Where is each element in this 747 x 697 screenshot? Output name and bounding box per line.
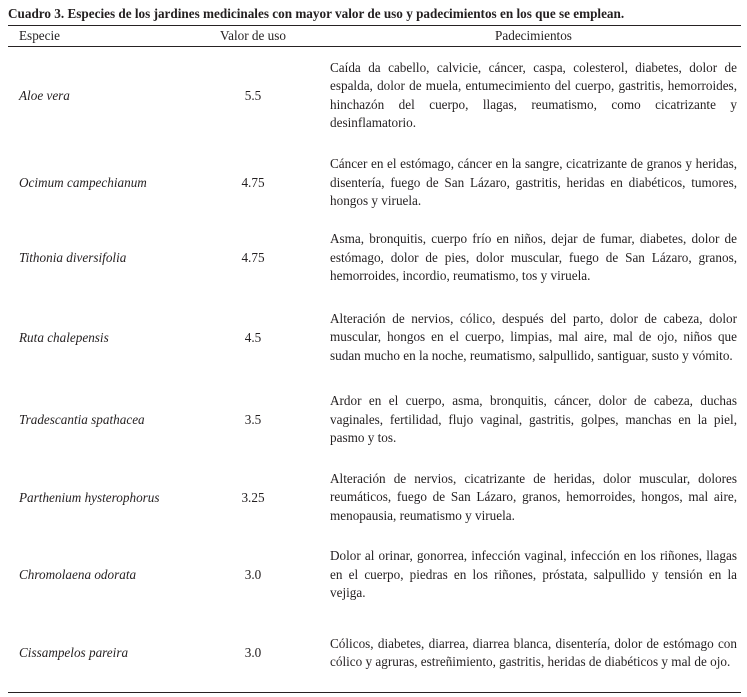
ailments-text: Cólicos, diabetes, diarrea, diarrea blanca, disentería, dolor de estómago con cólico y agruras, estreñimiento, gastritis, heridas de diabéticos y mal de ojo.: [330, 635, 737, 669]
species-name: Cissampelos pareira: [19, 645, 129, 660]
ailments-text: Caída da cabello, calvicie, cáncer, caspa, colesterol, diabetes, dolor de espalda, dolor de muela, entumecimiento del cuerpo, gastritis, hemorroides, hinchazón del cuerpo, llagas, reumatismo, como cicatrizante y desinflamatorio.: [330, 59, 737, 130]
table-row: [8, 144, 741, 222]
ailments-cell: [318, 614, 741, 692]
species-name: Tithonia diversifolia: [19, 250, 127, 265]
table-row: [8, 614, 741, 692]
species-name: Parthenium hysterophorus: [19, 489, 160, 505]
species-name: Chromolaena odorata: [19, 567, 137, 582]
ailments-text: Cáncer en el estómago, cáncer en la sangre, cicatrizante de granos y heridas, disentería, fuego de San Lázaro, gastritis, heridas en diabéticos, tumores, hongos y viruela.: [330, 156, 737, 209]
ailments-cell: [318, 459, 741, 536]
table-row: [8, 381, 741, 459]
species-name: Aloe vera: [19, 87, 70, 103]
use-value: 3.0: [244, 645, 262, 660]
table-row: [8, 536, 741, 614]
ailments-text: Ardor en el cuerpo, asma, bronquitis, cáncer, dolor de cabeza, duchas vaginales, fertilidad, flujo vaginal, gastritis, golpes, manchas en la piel, pasmo y tos.: [330, 393, 737, 446]
column-header-especie: Especie: [19, 28, 61, 43]
table-row: [8, 294, 741, 381]
species-name: Ruta chalepensis: [19, 329, 109, 345]
ailments-cell: [318, 294, 741, 381]
ailments-cell: [318, 144, 741, 222]
ailments-text: Alteración de nervios, cólico, después del parto, dolor de cabeza, dolor muscular, hongos en el cuerpo, limpias, mal aire, mal de ojo, niños que sudan mucho en la noche, reumatismo, salpullido, santiguar, susto y vómito.: [330, 310, 737, 363]
column-header-valor-de-uso: Valor de uso: [220, 28, 286, 43]
column-header-padecimientos: Padecimientos: [495, 28, 572, 43]
species-name: Tradescantia spathacea: [19, 412, 145, 427]
use-value: 5.5: [244, 87, 262, 103]
ailments-cell: [318, 381, 741, 459]
table-row: [8, 459, 741, 536]
ailments-cell: [318, 536, 741, 614]
use-value: 3.0: [244, 567, 262, 582]
table-caption: Cuadro 3. Especies de los jardines medicinales con mayor valor de uso y padecimientos en los que se emplean.: [8, 6, 625, 21]
ailments-cell: [318, 47, 741, 144]
species-use-table: [8, 25, 741, 693]
table-body: [8, 47, 741, 693]
table-header-row: [8, 25, 741, 47]
ailments-text: Dolor al orinar, gonorrea, infección vaginal, infección en los riñones, llagas en el cuerpo, piedras en los riñones, próstata, salpullido y tensión en la vejiga.: [330, 548, 737, 601]
use-value: 4.75: [241, 175, 265, 190]
ailments-text: Asma, bronquitis, cuerpo frío en niños, dejar de fumar, diabetes, dolor de estómago, dolor de pies, dolor muscular, fuego de San Lázaro, granos, hemorroides, incordio, reumatismo, tos y viruela.: [330, 231, 737, 284]
use-value: 4.75: [241, 250, 265, 265]
ailments-text: Alteración de nervios, cicatrizante de heridas, dolor muscular, dolores reumáticos, fuego de San Lázaro, granos, hemorroides, hongos, mal aire, menopausia, reumatismo y viruela.: [330, 470, 737, 523]
use-value: 3.5: [244, 412, 262, 427]
ailments-cell: [318, 222, 741, 294]
use-value: 3.25: [241, 489, 265, 505]
use-value: 4.5: [244, 329, 262, 345]
table-row: [8, 47, 741, 144]
species-name: Ocimum campechianum: [19, 175, 147, 190]
table-row: [8, 222, 741, 294]
